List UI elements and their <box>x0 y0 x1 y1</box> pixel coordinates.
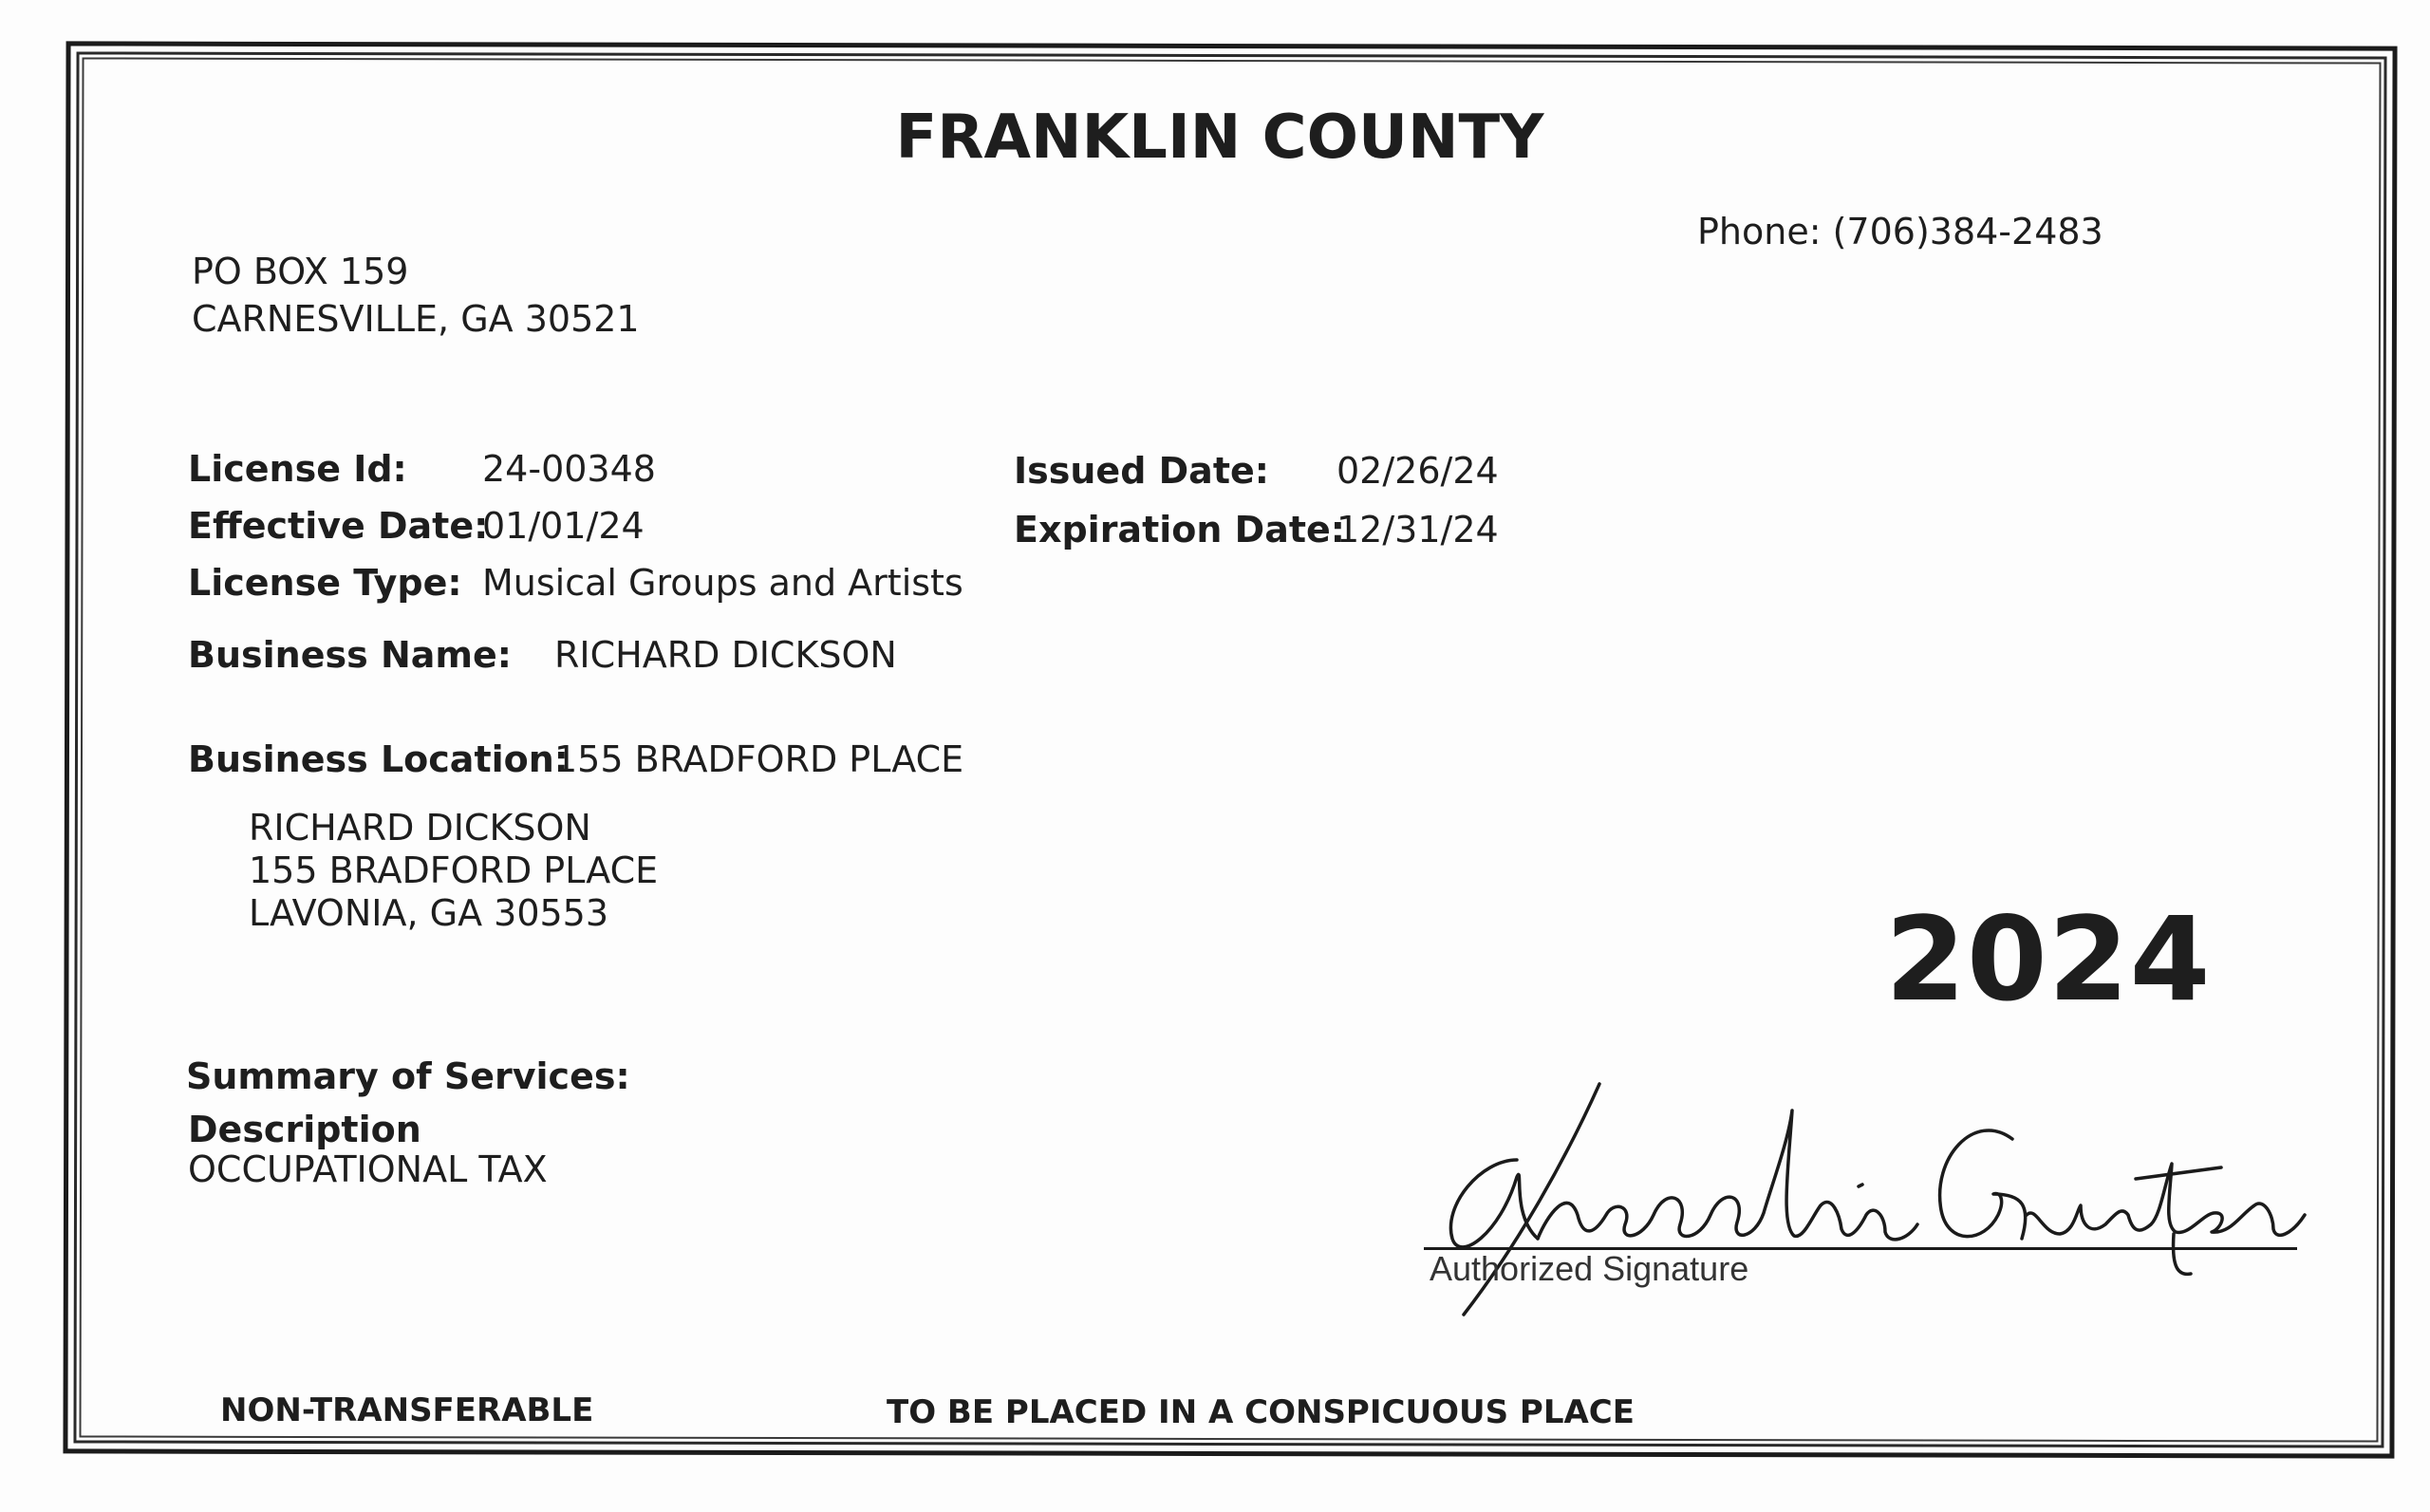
business-location-label: Business Location: <box>188 738 569 780</box>
description-value: OCCUPATIONAL TAX <box>188 1148 548 1190</box>
county-address-line2: CARNESVILLE, GA 30521 <box>192 298 640 340</box>
issued-date-label: Issued Date: <box>1014 450 1269 492</box>
business-name-value: RICHARD DICKSON <box>554 634 897 676</box>
expiration-date-label: Expiration Date: <box>1014 509 1345 551</box>
license-type-value: Musical Groups and Artists <box>482 562 963 604</box>
effective-date-label: Effective Date: <box>188 505 489 547</box>
mailing-street: 155 BRADFORD PLACE <box>249 849 659 891</box>
license-id-label: License Id: <box>188 448 407 490</box>
issued-date-value: 02/26/24 <box>1336 450 1499 492</box>
business-location-value: 155 BRADFORD PLACE <box>554 738 964 780</box>
county-address-line1: PO BOX 159 <box>192 251 409 292</box>
business-name-label: Business Name: <box>188 634 512 676</box>
county-phone: Phone: (706)384-2483 <box>1697 211 2103 252</box>
description-label: Description <box>188 1109 421 1150</box>
placement-note: TO BE PLACED IN A CONSPICUOUS PLACE <box>887 1393 1635 1431</box>
license-year: 2024 <box>1885 892 2212 1027</box>
non-transferable-note: NON-TRANSFERABLE <box>220 1391 594 1429</box>
summary-of-services-label: Summary of Services: <box>186 1055 630 1097</box>
license-id-value: 24-00348 <box>482 448 656 490</box>
mailing-city-state-zip: LAVONIA, GA 30553 <box>249 892 609 934</box>
expiration-date-value: 12/31/24 <box>1336 509 1499 551</box>
county-title: FRANKLIN COUNTY <box>895 103 1544 173</box>
mailing-name: RICHARD DICKSON <box>249 807 591 849</box>
effective-date-value: 01/01/24 <box>482 505 645 547</box>
authorized-signature-label: Authorized Signature <box>1430 1249 1749 1288</box>
license-type-label: License Type: <box>188 562 462 604</box>
